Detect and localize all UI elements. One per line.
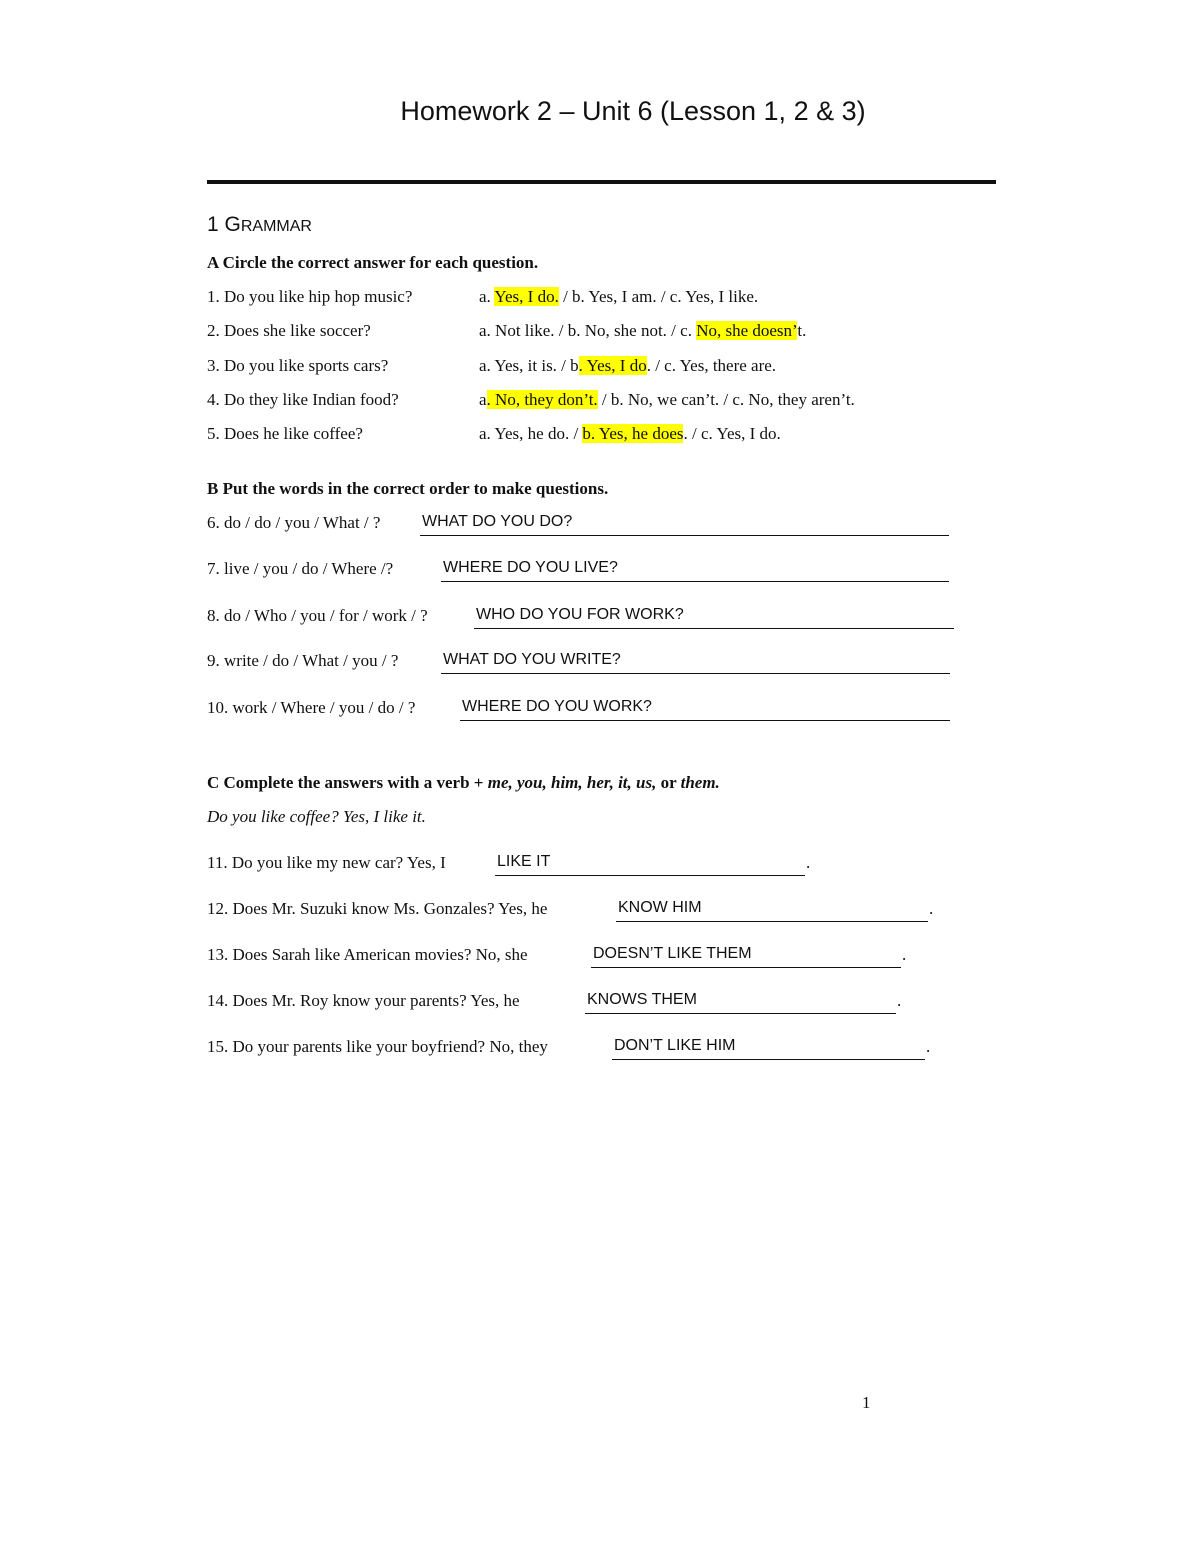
part-c-end: . — [926, 1037, 931, 1056]
part-b-answer-line — [420, 513, 949, 536]
part-a-highlighted-answer: Yes, I do. — [494, 287, 559, 306]
part-c-answer-line — [585, 991, 896, 1014]
part-a-question: 2. Does she like soccer? — [207, 321, 371, 340]
part-c-prompt: 14. Does Mr. Roy know your parents? Yes, he — [207, 991, 520, 1010]
part-c-answer: KNOWS THEM — [587, 991, 697, 1008]
part-b-item — [207, 559, 393, 579]
part-a-options-post: / b. Yes, I am. / c. Yes, I like. — [558, 287, 759, 306]
title-divider — [207, 180, 996, 184]
part-c-instruction-start: C Complete the answers with a verb + — [207, 773, 488, 792]
part-b-answer-line — [441, 651, 950, 674]
part-a-question: 3. Do you like sports cars? — [207, 356, 389, 375]
part-c-prompt: 12. Does Mr. Suzuki know Ms. Gonzales? Yes, he — [207, 899, 548, 918]
part-b-answer: WHAT DO YOU DO? — [422, 513, 573, 530]
part-a-highlighted-answer: No, she doesn’ — [696, 321, 798, 340]
part-a-highlighted-answer: . Yes, I do — [578, 356, 647, 375]
part-a-item — [207, 390, 855, 410]
part-c-end: . — [929, 899, 934, 918]
part-c-end: . — [902, 945, 907, 964]
part-c-item — [207, 945, 528, 965]
part-c-item — [207, 899, 547, 919]
part-b-prompt: 10. work / Where / you / do / ? — [207, 698, 416, 717]
part-c-example: Do you like coffee? Yes, I like it. — [207, 807, 426, 826]
part-c-end: . — [806, 853, 811, 872]
part-c-prompt: 13. Does Sarah like American movies? No, she — [207, 945, 528, 964]
part-a-options-post: t. — [797, 321, 807, 340]
page-number: 1 — [862, 1393, 871, 1412]
part-c-answer-line — [612, 1037, 925, 1060]
part-c-prompt: 11. Do you like my new car? Yes, I — [207, 853, 446, 872]
part-b-item — [207, 606, 428, 626]
part-a-options-post: / b. No, we can’t. / c. No, they aren’t. — [597, 390, 855, 409]
part-a-options-pre: a. Yes, he do. / — [479, 424, 583, 443]
part-c-answer: DOESN’T LIKE THEM — [593, 945, 752, 962]
part-b-prompt: 8. do / Who / you / for / work / ? — [207, 606, 428, 625]
part-a-options-post: . / c. Yes, there are. — [646, 356, 777, 375]
part-b-prompt: 6. do / do / you / What / ? — [207, 513, 381, 532]
page-title: Homework 2 – Unit 6 (Lesson 1, 2 & 3) — [400, 96, 866, 126]
part-b-prompt: 9. write / do / What / you / ? — [207, 651, 399, 670]
part-b-answer-line — [460, 698, 950, 721]
part-b-item — [207, 651, 398, 671]
part-b-answer: WHERE DO YOU WORK? — [462, 698, 652, 715]
section-number: 1 — [207, 213, 219, 236]
part-a-options-pre: a. Not like. / b. No, she not. / c. — [479, 321, 697, 340]
part-b-answer: WHO DO YOU FOR WORK? — [476, 606, 684, 623]
part-b-item — [207, 513, 380, 533]
part-a-question: 1. Do you like hip hop music? — [207, 287, 413, 306]
part-c-answer: DON’T LIKE HIM — [614, 1037, 736, 1054]
part-b-instruction: B Put the words in the correct order to make questions. — [207, 479, 609, 498]
part-c-answer-line — [616, 899, 928, 922]
part-b-answer-line — [474, 606, 954, 629]
part-a-item — [207, 321, 806, 341]
part-c-prompt: 15. Do your parents like your boyfriend? No, they — [207, 1037, 548, 1056]
part-c-item — [207, 991, 520, 1011]
part-a-options-pre: a — [479, 390, 487, 409]
part-c-answer-line — [495, 853, 805, 876]
part-a-instruction: A Circle the correct answer for each question. — [207, 253, 539, 272]
part-a-options-pre: a. Yes, it is. / b — [479, 356, 579, 375]
part-c-answer: LIKE IT — [497, 853, 551, 870]
part-a-item — [207, 356, 776, 376]
section-name-initial: G — [224, 213, 241, 236]
part-c-end: . — [897, 991, 902, 1010]
part-c-instruction-them: them. — [680, 773, 720, 792]
part-a-highlighted-answer: b. Yes, he does — [582, 424, 684, 443]
part-c-instruction — [207, 773, 720, 793]
part-a-question: 5. Does he like coffee? — [207, 424, 363, 443]
part-b-prompt: 7. live / you / do / Where /? — [207, 559, 394, 578]
part-b-item — [207, 698, 415, 718]
part-a-question: 4. Do they like Indian food? — [207, 390, 399, 409]
part-a-highlighted-answer: . No, they don’t. — [486, 390, 598, 409]
part-c-instruction-pronouns: me, you, him, her, it, us, — [487, 773, 657, 792]
part-b-answer: WHAT DO YOU WRITE? — [443, 651, 621, 668]
section-heading — [207, 213, 312, 237]
section-name-rest: RAMMAR — [240, 218, 312, 235]
part-a-options-pre: a. — [479, 287, 495, 306]
part-c-answer: KNOW HIM — [618, 899, 702, 916]
part-b-answer: WHERE DO YOU LIVE? — [443, 559, 618, 576]
part-a-options-post: . / c. Yes, I do. — [683, 424, 781, 443]
part-c-item — [207, 853, 446, 873]
part-a-item — [207, 287, 758, 307]
part-c-answer-line — [591, 945, 901, 968]
part-c-instruction-or: or — [656, 773, 681, 792]
part-a-item — [207, 424, 781, 444]
part-b-answer-line — [441, 559, 949, 582]
part-c-item — [207, 1037, 548, 1057]
